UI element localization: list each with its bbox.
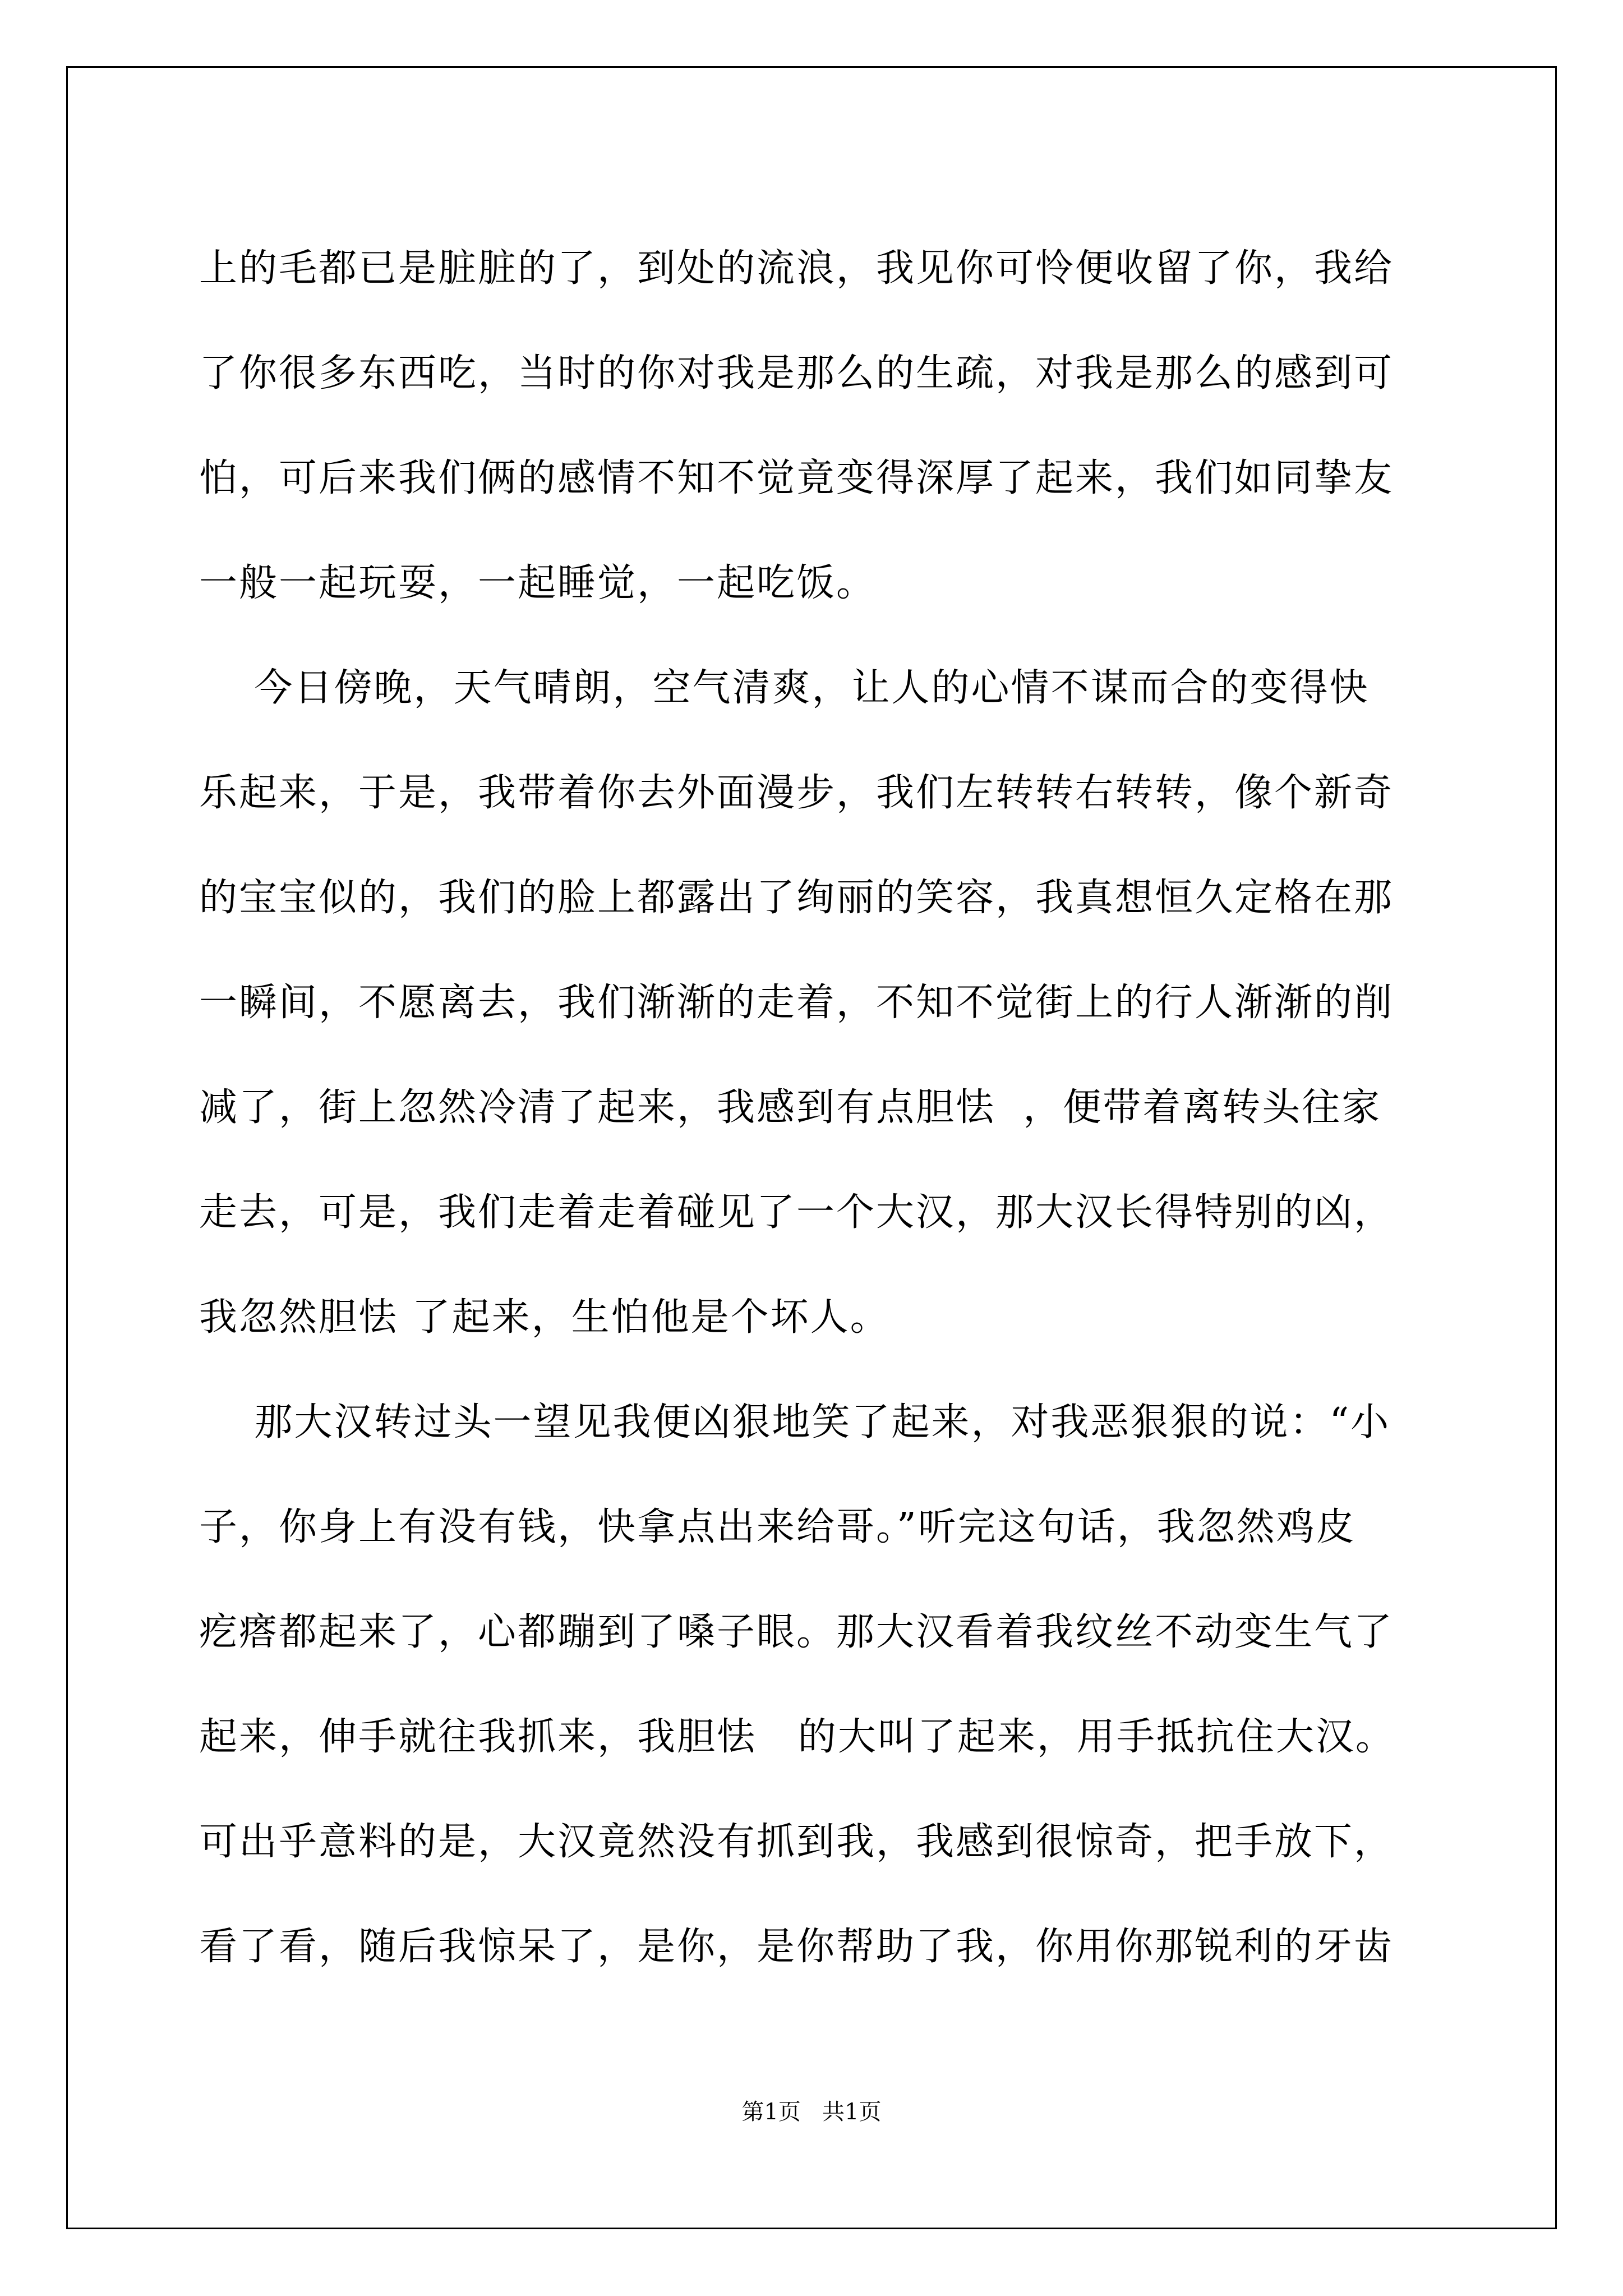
text-line: 减了，街上忽然冷清了起来，我感到有点胆怯 ，便带着离转头往家 xyxy=(199,1085,1382,1130)
text-line: 疙瘩都起来了，心都蹦到了嗓子眼。那大汉看着我纹丝不动变生气了 xyxy=(199,1610,1394,1654)
text-line: 的宝宝似的，我们的脸上都露出了绚丽的笑容，我真想恒久定格在那 xyxy=(199,876,1394,920)
text-line: 可出乎意料的是，大汉竟然没有抓到我，我感到很惊奇，把手放下， xyxy=(199,1820,1394,1864)
page-number-footer: 第1页 共1页 xyxy=(741,2099,882,2125)
text-line: 走去，可是，我们走着走着碰见了一个大汉，那大汉长得特别的凶， xyxy=(199,1190,1394,1235)
text-line: 上的毛都已是脏脏的了，到处的流浪，我见你可怜便收留了你，我给 xyxy=(199,246,1394,291)
text-line: 一瞬间，不愿离去，我们渐渐的走着，不知不觉街上的行人渐渐的削 xyxy=(199,981,1394,1025)
text-line: 今日傍晚，天气晴朗，空气清爽，让人的心情不谋而合的变得快 xyxy=(199,666,1370,710)
text-line: 了你很多东西吃，当时的你对我是那么的生疏，对我是那么的感到可 xyxy=(199,351,1394,395)
text-line: 我忽然胆怯 了起来，生怕他是个坏人。 xyxy=(199,1295,890,1340)
text-line: 那大汉转过头一望见我便凶狠地笑了起来，对我恶狠狠的说：“小 xyxy=(199,1400,1391,1444)
text-line: 看了看，随后我惊呆了，是你，是你帮助了我，你用你那锐利的牙齿 xyxy=(199,1925,1394,1969)
document-body xyxy=(199,216,1461,1999)
text-line: 怕，可后来我们俩的感情不知不觉竟变得深厚了起来，我们如同挚友 xyxy=(199,456,1394,500)
text-line: 乐起来，于是，我带着你去外面漫步，我们左转转右转转，像个新奇 xyxy=(199,771,1394,815)
text-line: 子，你身上有没有钱，快拿点出来给哥。”听完这句话，我忽然鸡皮 xyxy=(199,1505,1356,1549)
text-line: 起来，伸手就往我抓来，我胆怯 的大叫了起来，用手抵抗住大汉。 xyxy=(199,1715,1395,1759)
text-line: 一般一起玩耍，一起睡觉，一起吃饭。 xyxy=(199,561,877,605)
